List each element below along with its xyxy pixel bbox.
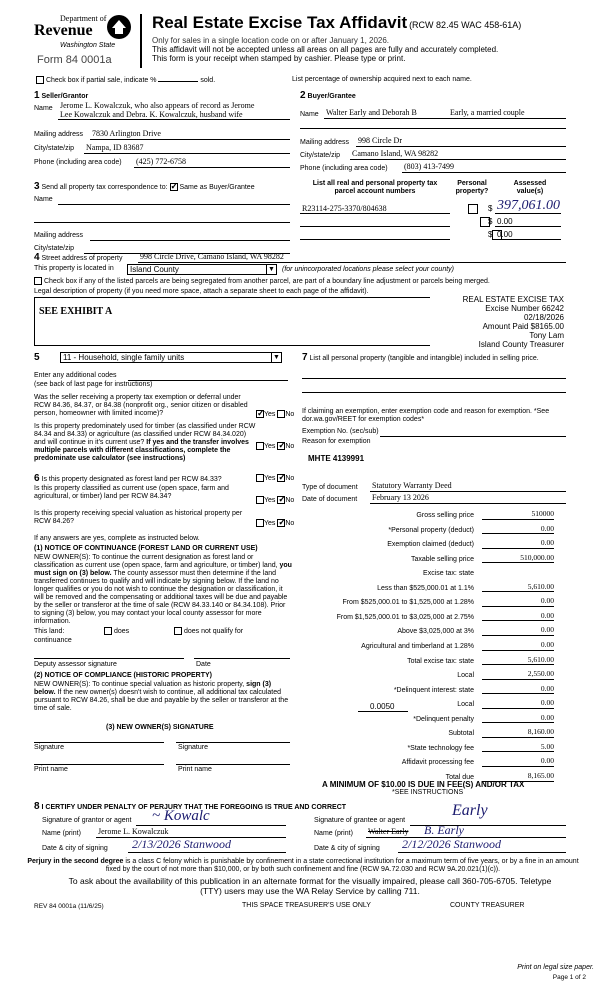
- current-use-yes-checkbox[interactable]: [256, 496, 264, 504]
- seller-city-label: City/state/zip: [34, 145, 75, 152]
- seller-name-1[interactable]: Jerome L. Kowalczuk, who also appears of record as Jerome: [60, 101, 255, 110]
- exemption-reason[interactable]: MHTE 4139991: [308, 454, 365, 463]
- partial-sale-sold: sold.: [200, 76, 216, 84]
- assessed-value-1[interactable]: 397,061.00: [497, 198, 560, 213]
- section-2-title: 2 Buyer/Grantee: [300, 90, 356, 101]
- grantor-date-label: Date & city of signing: [42, 845, 108, 852]
- owner-print-label-2: Print name: [178, 766, 212, 773]
- partial-sale-row: [36, 76, 215, 85]
- property-address[interactable]: 998 Circle Drive, Camano Island, WA 98282: [140, 252, 284, 261]
- exemption-reason-label: Reason for exemption: [302, 438, 371, 445]
- buyer-name-b[interactable]: Early, a married couple: [450, 108, 525, 117]
- stamp-line-6: Island County Treasurer: [478, 339, 564, 349]
- treasurer-stamp: [430, 295, 566, 351]
- does-checkbox[interactable]: [104, 627, 112, 635]
- dor-logo-icon: [106, 14, 132, 40]
- historic-answer: Yes ✓ No: [256, 519, 294, 528]
- buyer-city-label: City/state/zip: [300, 152, 341, 159]
- seller-name-2[interactable]: Lee Kowalczuk and Debra. K. Kowalczuk, husband wife: [60, 110, 243, 119]
- calc-row-value[interactable]: 0.00: [482, 757, 554, 767]
- stamp-line-2: Excise Number 66242: [485, 303, 564, 313]
- calc-row-value[interactable]: 0.00: [482, 525, 554, 535]
- stamp-line-1: REAL ESTATE EXCISE TAX: [462, 295, 564, 304]
- calc-row-label: From $525,000.01 to $1,525,000 at 1.28%: [342, 599, 474, 607]
- calc-row-value[interactable]: 5,610.00: [482, 656, 554, 666]
- legal-paper-note: Print on legal size paper.: [517, 964, 594, 971]
- calc-row-value[interactable]: 0.00: [482, 714, 554, 724]
- forest-land-question: 6 Is this property designated as forest land per RCW 84.33?: [34, 473, 222, 484]
- stamp-line-4: Amount Paid $8165.00: [482, 321, 564, 331]
- doc-date[interactable]: February 13 2026: [372, 493, 429, 502]
- notice-3-title: (3) NEW OWNER(S) SIGNATURE: [106, 724, 214, 731]
- buyer-mail-label: Mailing address: [300, 139, 350, 146]
- seller-mail[interactable]: 7830 Arlington Drive: [92, 129, 161, 138]
- calc-row-value[interactable]: 0.00: [482, 612, 554, 622]
- section-7-text: 7 List all personal property (tangible and intangible) included in selling price.: [302, 352, 539, 363]
- dor-logo: [34, 12, 134, 70]
- buyer-phone-label: Phone (including area code): [300, 165, 388, 172]
- notice-2-title: (2) NOTICE OF COMPLIANCE (HISTORIC PROPERTY): [34, 672, 212, 679]
- calc-row-value[interactable]: 8,160.00: [482, 728, 554, 738]
- rev-number: REV 84 0001a (11/6/25): [34, 903, 104, 910]
- header-divider: [140, 14, 142, 68]
- perjury-notice: Perjury in the second degree is a class C felony which is punishable by confinement in a state correctional institution for a maximum term of five years, or by a fine in an amount fixed by the court of not more than $10,000, or by both such confinement and fine (RCW 9A.72.030 and RCW 9A.20.021(1)(c)).: [27, 858, 579, 874]
- calc-row-value[interactable]: 510,000.00: [482, 554, 554, 564]
- dor-department-label: Department of: [60, 14, 107, 23]
- calc-row-value[interactable]: 2,550.00: [482, 670, 554, 680]
- form-title: [152, 13, 521, 33]
- assessed-value-2[interactable]: 0.00: [497, 217, 513, 226]
- section-1-title: 1 Seller/Grantor: [34, 90, 89, 101]
- historic-no-checkbox[interactable]: [277, 519, 285, 527]
- calc-row: [304, 714, 554, 727]
- currency-3: $: [488, 230, 493, 239]
- header-note-2: This affidavit will not be accepted unless all areas on all pages are fully and accurately completed.: [152, 45, 499, 54]
- grantee-date-label: Date & city of signing: [314, 845, 380, 852]
- calc-row-label: Total due: [445, 773, 474, 781]
- grantor-sig-label: Signature of grantor or agent: [42, 817, 132, 824]
- buyer-name-label: Name: [300, 111, 319, 118]
- calc-row-label: *Delinquent interest: state: [393, 686, 474, 694]
- does-not-option: does not qualify for: [174, 627, 243, 636]
- section-4-address: 4 Street address of property: [34, 252, 123, 263]
- calc-row-label: Exemption claimed (deduct): [387, 541, 474, 549]
- certification: 8 I CERTIFY UNDER PENALTY OF PERJURY THAT THE FOREGOING IS TRUE AND CORRECT: [34, 801, 347, 812]
- additional-codes-label: Enter any additional codes: [34, 372, 117, 379]
- forest-land-answer: Yes ✓ No: [256, 474, 294, 483]
- calc-row-value[interactable]: 8,165.00: [482, 772, 554, 782]
- dor-revenue-label: Revenue: [34, 22, 93, 39]
- header-note-3: This form is your receipt when stamped by cashier. Please type or print.: [152, 54, 406, 63]
- calc-row-label: Excise tax: state: [423, 570, 474, 578]
- notice-1-title: (1) NOTICE OF CONTINUANCE (FOREST LAND OR CURRENT USE): [34, 545, 258, 552]
- calc-row-value[interactable]: 0.00: [482, 685, 554, 695]
- calc-row-value[interactable]: 0.00: [482, 597, 554, 607]
- if-yes-note: If any answers are yes, complete as instructed below.: [34, 535, 200, 542]
- timber-answer: Yes ✓ No: [256, 442, 294, 451]
- local-rate[interactable]: 0.0050: [370, 702, 395, 711]
- calc-row-label: Taxable selling price: [410, 555, 474, 563]
- exemption-claim-note: If claiming an exemption, enter exemption code and reason for exemption. *See dor.wa.gov/REET for exemption codes*: [302, 408, 550, 424]
- doc-type[interactable]: Statutory Warranty Deed: [372, 481, 452, 490]
- calc-row-label: Above $3,025,000 at 3%: [397, 628, 474, 636]
- form-number: Form 84 0001a: [37, 54, 112, 66]
- calc-row: [304, 685, 554, 698]
- seller-phone-label: Phone (including area code): [34, 159, 122, 166]
- calc-row: [304, 612, 554, 625]
- calc-row: [304, 626, 554, 639]
- does-not-checkbox[interactable]: [174, 627, 182, 635]
- additional-codes-note: (see back of last page for instructions): [34, 381, 153, 388]
- form-title-text: Real Estate Excise Tax Affidavit: [152, 13, 408, 32]
- assessed-value-header: Assessed value(s): [513, 180, 547, 196]
- calc-row-value[interactable]: 0.00: [482, 641, 554, 651]
- assessed-value-3[interactable]: 0.00: [497, 230, 513, 239]
- calc-row: [304, 641, 554, 654]
- minimum-instructions: *SEE INSTRUCTIONS: [392, 789, 464, 796]
- timber-yes-checkbox[interactable]: [256, 442, 264, 450]
- notice-1-text: NEW OWNER(S): To continue the current designation as forest land or classification as current use (open space, farm and agriculture, or timber) land, you must sign on (3) below. The county assessor must then determine if the land transferred continues to qualify and will indicate by signing below. If the land no longer qualifies or you do not wish to continue the designation or classification, it will be removed and the compensating or additional taxes will be due and payable by the seller or transferor at the time of sale (RCW 84.33.140 or 84.34.108). Prior to signing (3) below, you may contact your local county assessor for more information.: [34, 554, 292, 626]
- treasurer-use-label: THIS SPACE TREASURER'S USE ONLY: [242, 902, 371, 909]
- calc-row-value[interactable]: 5.00: [482, 743, 554, 753]
- calc-row: [304, 699, 554, 712]
- exemption-question: Was the seller receiving a property tax exemption or deferral under RCW 84.36, 84.37, or 84.38 (nonprofit org., senior citizen or disabled person, homeowner with limited income)?: [34, 394, 248, 418]
- legal-desc-exhibit: SEE EXHIBIT A: [39, 306, 113, 317]
- grantee-name-handwritten[interactable]: B. Early: [424, 823, 464, 837]
- continuance-label: continuance: [34, 637, 72, 644]
- stamp-line-3: 02/18/2026: [523, 312, 564, 322]
- calc-row-label: Subtotal: [448, 730, 474, 738]
- calc-row-label: Total excise tax: state: [407, 657, 474, 665]
- minimum-note: A MINIMUM OF $10.00 IS DUE IN FEE(S) AND/OR TAX: [322, 780, 525, 789]
- calc-row-label: *Delinquent penalty: [413, 715, 474, 723]
- current-use-question: Is this property classified as current use (open space, farm and agricultural, or timber) land per RCW 84.34?: [34, 485, 229, 501]
- segregation-checkbox[interactable]: [34, 277, 42, 285]
- same-as-buyer-checkbox[interactable]: [170, 183, 178, 191]
- seller-phone[interactable]: (425) 772-6758: [136, 157, 186, 166]
- section-5-num: 5: [34, 352, 40, 363]
- owner-signature-label-2: Signature: [178, 744, 208, 751]
- grantor-name-label: Name (print): [42, 830, 81, 837]
- calc-row-label: Gross selling price: [416, 512, 474, 519]
- currency-1: $: [488, 204, 493, 213]
- calc-row-label: *Personal property (deduct): [388, 526, 474, 534]
- calc-row-label: Local: [457, 672, 474, 680]
- calc-row-value[interactable]: 5,610.00: [482, 583, 554, 593]
- tax-corr-name-label: Name: [34, 196, 53, 203]
- calc-row: [304, 583, 554, 596]
- partial-sale-checkbox[interactable]: [36, 76, 44, 84]
- grantee-date-city[interactable]: 2/12/2026 Stanwood: [402, 837, 502, 851]
- grantor-date-city[interactable]: 2/13/2026 Stanwood: [132, 837, 232, 851]
- owner-print-label-1: Print name: [34, 766, 68, 773]
- seller-name-label: Name: [34, 105, 53, 112]
- personal-property-checkbox-1[interactable]: [468, 204, 478, 214]
- buyer-mail[interactable]: 998 Circle Dr: [358, 136, 402, 145]
- current-use-answer: Yes ✓ No: [256, 496, 294, 505]
- exemption-no-label: Exemption No. (sec/sub): [302, 428, 379, 435]
- section-3-text: 3 Send all property tax correspondence to: ✓ Same as Buyer/Grantee: [34, 181, 255, 193]
- partial-sale-label: Check box if partial sale, indicate %: [45, 76, 157, 84]
- page-number: Page 1 of 2: [552, 974, 586, 981]
- calc-row-value[interactable]: 0.00: [482, 539, 554, 549]
- form-title-rcw: (RCW 82.45 WAC 458-61A): [409, 20, 522, 30]
- dor-wa-label: Washington State: [60, 42, 116, 49]
- this-land-label: This land:: [34, 628, 65, 635]
- currency-2: $: [488, 217, 493, 226]
- timber-question: Is this property predominately used for timber (as classified under RCW 84.34 and 84.33) or agriculture (as classified under RCW 84.34.020) and will continue in it's current use? If yes and the transfer involves multiple parcels with different classifications, complete the predominate use calculator (see instructions): [34, 423, 256, 463]
- grantee-name[interactable]: Walter Early: [368, 827, 409, 836]
- segregation-row: Check box if any of the listed parcels are being segregated from another parcel, are part of a boundary line adjustment or parcels being merged.: [34, 277, 490, 286]
- deputy-date-label: Date: [196, 661, 211, 668]
- calc-row: [304, 728, 554, 741]
- county-treasurer-label: COUNTY TREASURER: [450, 902, 525, 909]
- calc-row: [304, 656, 554, 669]
- owner-signature-label-1: Signature: [34, 744, 64, 751]
- calc-row: [304, 597, 554, 610]
- calc-row: [304, 510, 554, 523]
- does-option: does: [104, 627, 129, 636]
- location-label: This property is located in: [34, 265, 114, 272]
- stamp-line-5: Tony Lam: [529, 330, 564, 340]
- exemption-answer: ✓ Yes No: [256, 410, 294, 419]
- historic-yes-checkbox[interactable]: [256, 519, 264, 527]
- buyer-name[interactable]: Walter Early and Deborah B: [326, 108, 417, 117]
- tax-corr-city-label: City/state/zip: [34, 245, 75, 252]
- chevron-down-icon: ▼: [271, 353, 281, 362]
- current-use-no-checkbox[interactable]: [277, 496, 285, 504]
- exemption-yes-checkbox[interactable]: [256, 410, 264, 418]
- land-use-select[interactable]: 11 - Household, single family units ▼: [60, 352, 282, 363]
- seller-city[interactable]: Nampa, ID 83687: [86, 143, 144, 152]
- parcel-number-1[interactable]: R23114-275-3370/804638: [302, 204, 387, 213]
- calc-row-value[interactable]: 510000: [482, 510, 554, 520]
- tax-corr-mail-label: Mailing address: [34, 232, 84, 239]
- buyer-phone[interactable]: (803) 413-7499: [404, 162, 454, 171]
- deputy-assessor-label: Deputy assessor signature: [34, 661, 117, 668]
- calc-row: [304, 568, 554, 581]
- calc-row-label: Local: [457, 701, 474, 709]
- calc-row: [304, 757, 554, 770]
- forest-no-checkbox[interactable]: [277, 474, 285, 482]
- calc-row-label: Agricultural and timberland at 1.28%: [361, 642, 474, 650]
- calc-row-label: Affidavit processing fee: [401, 759, 474, 767]
- doc-date-label: Date of document: [302, 496, 358, 503]
- calc-row-label: Less than $525,000.01 at 1.1%: [377, 584, 474, 592]
- exemption-no-checkbox[interactable]: [277, 410, 285, 418]
- doc-type-label: Type of document: [302, 484, 358, 491]
- legal-desc-label: Legal description of property (if you need more space, attach a separate sheet to each page of the affidavit).: [34, 288, 369, 295]
- header-note-1: Only for sales in a single location code on or after January 1, 2026.: [152, 36, 390, 45]
- ownership-note: List percentage of ownership acquired next to each name.: [292, 76, 472, 83]
- timber-no-checkbox[interactable]: [277, 442, 285, 450]
- accessibility-notice: To ask about the availability of this publication in an alternate format for the visually impaired, please call 360-705-6705. Teletype (TTY) users may use the WA Relay Service by calling 711.: [68, 876, 552, 896]
- buyer-city[interactable]: Camano Island, WA 98282: [352, 149, 439, 158]
- grantee-name-label: Name (print): [314, 830, 353, 837]
- calc-row: [304, 670, 554, 683]
- parcel-header: List all real and personal property tax parcel account numbers: [312, 180, 438, 196]
- calc-row-label: From $1,525,000.01 to $3,025,000 at 2.75%: [336, 613, 474, 621]
- grantee-signature[interactable]: Early: [452, 802, 488, 819]
- calc-row: [304, 525, 554, 538]
- calc-row: [304, 539, 554, 552]
- county-select[interactable]: Island County ▼: [127, 264, 277, 275]
- seller-mail-label: Mailing address: [34, 131, 84, 138]
- location-note: (for unincorporated locations please select your county): [282, 266, 454, 273]
- personal-property-header: Personal property?: [455, 180, 489, 196]
- calc-row-value[interactable]: 0.00: [482, 699, 554, 709]
- calc-row-label: *State technology fee: [407, 744, 474, 752]
- grantee-sig-label: Signature of grantee or agent: [314, 817, 406, 824]
- calc-row-value[interactable]: 0.00: [482, 626, 554, 636]
- historic-question: Is this property receiving special valuation as historical property per RCW 84.26?: [34, 510, 243, 526]
- notice-2-text: NEW OWNER(S): To continue special valuation as historic property, sign (3) below. If the new owner(s) doesn't wish to continue, all additional tax calculated pursuant to RCW 84.26, shall be due and payable by the seller or transferor at the time of sale.: [34, 681, 289, 713]
- calc-row: [304, 554, 554, 567]
- forest-yes-checkbox[interactable]: [256, 474, 264, 482]
- chevron-down-icon: ▼: [266, 265, 276, 274]
- grantor-signature[interactable]: ~ Kowalc: [152, 808, 210, 824]
- grantor-name[interactable]: Jerome L. Kowalczuk: [98, 827, 169, 836]
- calc-row: [304, 743, 554, 756]
